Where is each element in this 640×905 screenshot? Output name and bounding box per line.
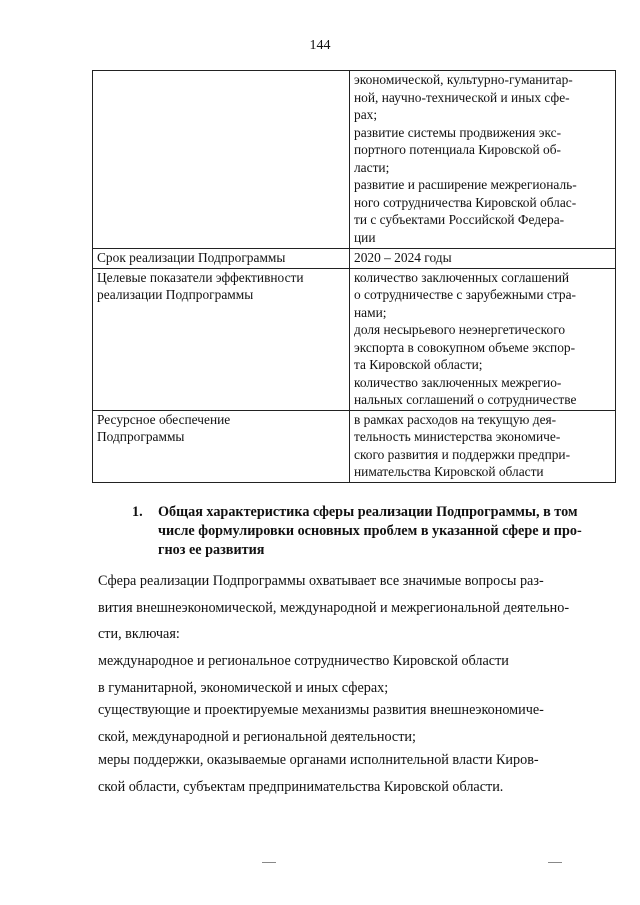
row-value: в рамках расходов на текущую дея- тельность министерства экономиче- ского развития и поддержки предпри- нимательства Кировской области xyxy=(350,410,616,482)
row-value: экономической, культурно-гуманитар- ной, научно-технической и иных сфе- рах; развитие системы продвижения экс- портного потенциала Кировской об- ласти; развитие и расширение межрегиональ- ного сотрудничества Кировской облас- ти с субъектами Российской Федера- ции xyxy=(350,71,616,249)
body-paragraph: меры поддержки, оказываемые органами исполнительной власти Киров- ской области, субъектам предпринимательства Кировской области. xyxy=(98,752,539,795)
scan-artifacts xyxy=(0,862,640,868)
row-value: количество заключенных соглашений о сотрудничестве с зарубежными стра- нами; доля несырьевого неэнергетического экспорта в совокупном объеме экспор- та Кировской области; количество заключенных межрегио- нальных соглашений о сотрудничестве xyxy=(350,268,616,410)
page-number: 144 xyxy=(309,38,331,53)
table-row xyxy=(93,410,616,482)
row-label: Ресурсное обеспечение Подпрограммы xyxy=(93,410,350,482)
body-paragraph: международное и региональное сотрудничество Кировской области в гуманитарной, экономической и иных сферах; xyxy=(98,653,509,696)
row-label: Срок реализации Подпрограммы xyxy=(93,249,350,269)
row-label xyxy=(93,71,350,249)
table-row xyxy=(93,249,616,269)
subprogram-passport-table xyxy=(92,70,616,483)
table-row xyxy=(93,71,616,249)
scan-mark xyxy=(548,862,562,863)
section-number: 1. xyxy=(132,504,143,520)
body-paragraph: Сфера реализации Подпрограммы охватывает все значимые вопросы раз- вития внешнеэкономической, международной и межрегиональной деятельно- сти, включая: xyxy=(98,573,570,642)
row-value: 2020 – 2024 годы xyxy=(350,249,616,269)
table-row xyxy=(93,268,616,410)
body-paragraph: существующие и проектируемые механизмы развития внешнеэкономиче- ской, международной и региональной деятельности; xyxy=(98,702,544,745)
row-label: Целевые показатели эффективности реализации Подпрограммы xyxy=(93,268,350,410)
scan-mark xyxy=(262,862,276,863)
section-heading: Общая характеристика сферы реализации Подпрограммы, в том числе формулировки основных проблем в указанной сфере и про- гноз ее развития xyxy=(158,504,582,558)
